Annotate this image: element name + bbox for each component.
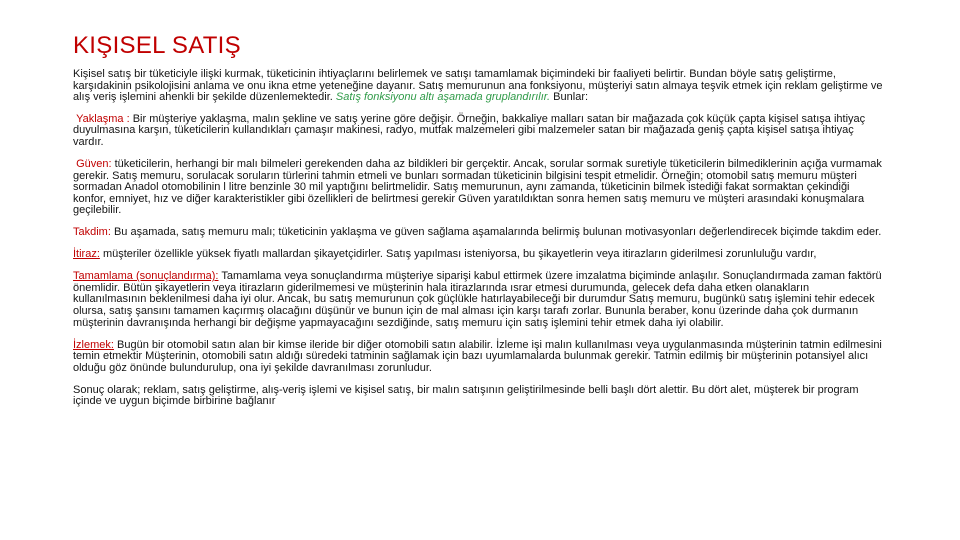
slide-title: KIŞISEL SATIŞ — [73, 32, 241, 59]
conclusion-paragraph: Sonuç olarak; reklam, satış geliştirme, alış-veriş işlemi ve kişisel satış, bir malın satışının geliştirilmesinde belli başlı dört alettir. Bu dört alet, müşterek bir program içinde ve uygun biçimde birbirine bağlanır — [73, 383, 859, 408]
slide-body — [73, 69, 883, 418]
stage-followup-paragraph — [73, 340, 883, 375]
intro-highlight: Satış fonksiyonu altı aşamada gruplandırılır. — [335, 91, 551, 104]
intro-text: Kişisel satış bir tüketiciyle ilişki kurmak, tüketicinin ihtiyaçlarını belirlemek ve satışı tamamlamak biçimindeki bir faaliyeti belirtir. Bundan böyle satış geliştirme, karşıdakinin psikolojisini anlama ve onu ikna etme yeteneğine dayanır. Satış memurunun ana fonksiyonu, müşteriyi satın almaya teşvik etmek için reklam geliştirme ve alış veriş işlemini ahenkli bir şekilde düzenlemektedir. — [73, 68, 883, 104]
stage-presentation-paragraph — [73, 227, 883, 239]
stage-followup-text: Bugün bir otomobil satın alan bir kimse ileride bir diğer otomobili satın alabilir. İzleme işi malın kullanılması veya uygulanmasında müşterinin tatmin edilmesini temin etmektir Müşterinin, otomobili satın aldığı süredeki tatminin sağlamak için bazı uyumlamalarda bulunmak gerekir. Tatmin edilmiş bir müşterinin potansiyel alıcı olduğu göz önünde bulundurulup, ona iyi şekilde davranılması zorunludur. — [73, 338, 882, 374]
stage-approach-text: Bir müşteriye yaklaşma, malın şekline ve satış yerine göre değişir. Örneğin, bakkaliye malları satan bir mağazada çok küçük çapta kişisel satışa ihtiyaç duyulmasına karşın, tüketicilerin kullandıkları çamaşır makinesi, radyo, mutfak malzemeleri gibi malzemeler satan bir mağazada geniş çapta kişisel satışa ihtiyaç vardır. — [73, 112, 866, 148]
intro-after: Bunlar: — [550, 91, 589, 104]
stage-objection-paragraph — [73, 249, 883, 261]
stage-approach-label: Yaklaşma : — [76, 112, 130, 125]
stage-objection-text: müşteriler özellikle yüksek fiyatlı mallardan şikayetçidirler. Satış yapılması isteniyorsa, bu şikayetlerin veya itirazların giderilmesi zorunluluğu vardır, — [99, 248, 817, 261]
stage-trust-paragraph — [73, 159, 883, 217]
stage-objection-label: İtiraz: — [73, 248, 100, 261]
stage-presentation-text: Bu aşamada, satış memuru malı; tüketicinin yaklaşma ve güven sağlama aşamalarında belirmiş bulunan motivasyonları değerlendirecek biçimde takdim eder. — [110, 226, 882, 239]
intro-paragraph — [73, 69, 883, 104]
stage-closing-text: Tamamlama veya sonuçlandırma müşteriye siparişi kabul ettirmek üzere imzalatma biçiminde anlaşılır. Sonuçlandırmada zaman faktörü önemlidir. Bütün şikayetlerin veya itirazların giderilmemesi ve müşterinin hala itirazlarında ısrar etmesi durumunda, gelecek defa daha etken olanakların kullanılmasının beklenilmesi daha iyi olur. Ancak, bu satış memurunun çok güçlükle hatırlayabileceği bir durumdur Satış memuru, bugünkü satış işlemini tehir edecek olursa, satış şansını tamamen kaçırmış olacağını düşünür ve bunun için de mal alması için karşı tarafı zorlar. Bununla beraber, konu üzerinde daha çok durmanın müşterinin davranışında herhangi bir değişme yapmayacağını sezdiğinde, satış memuru için satış işlemini tehir etmek daha iyi olabilir. — [73, 270, 882, 329]
stage-trust-text: tüketicilerin, herhangi bir malı bilmeleri gerekenden daha az bildikleri bir gerçektir. Ancak, sorular sormak suretiyle tüketicilerin bilmediklerinin açığa vurmamak gerekir. Satış memuru, sorulacak soruların türlerini tahmin etmeli ve bunları sormadan tüketicinin bilgisini tespit etmelidir. Örneğin; otomobil satış memuru müşteri sormadan Anadol otomobilinin l litre benzinle 30 mil yaptığını belirtmelidir. Satış memurunun, aynı zamanda, tüketicinin bilmek istediği fakat sormaktan çekindiği konfor, emniyet, hız ve diğer karakteristikler gibi özellikleri de belirtmesi gerekir Güven yaratıldıktan sonra hemen satış memuru ve müşteri arasındaki konuşmalara geçilebilir. — [73, 157, 882, 217]
stage-followup-label: İzlemek: — [73, 338, 114, 351]
stage-closing-paragraph — [73, 271, 883, 329]
stage-approach-paragraph — [73, 114, 883, 149]
stage-trust-label: Güven: — [76, 157, 112, 170]
stage-presentation-label: Takdim: — [73, 226, 111, 239]
stage-closing-label: Tamamlama (sonuçlandırma): — [73, 270, 219, 283]
